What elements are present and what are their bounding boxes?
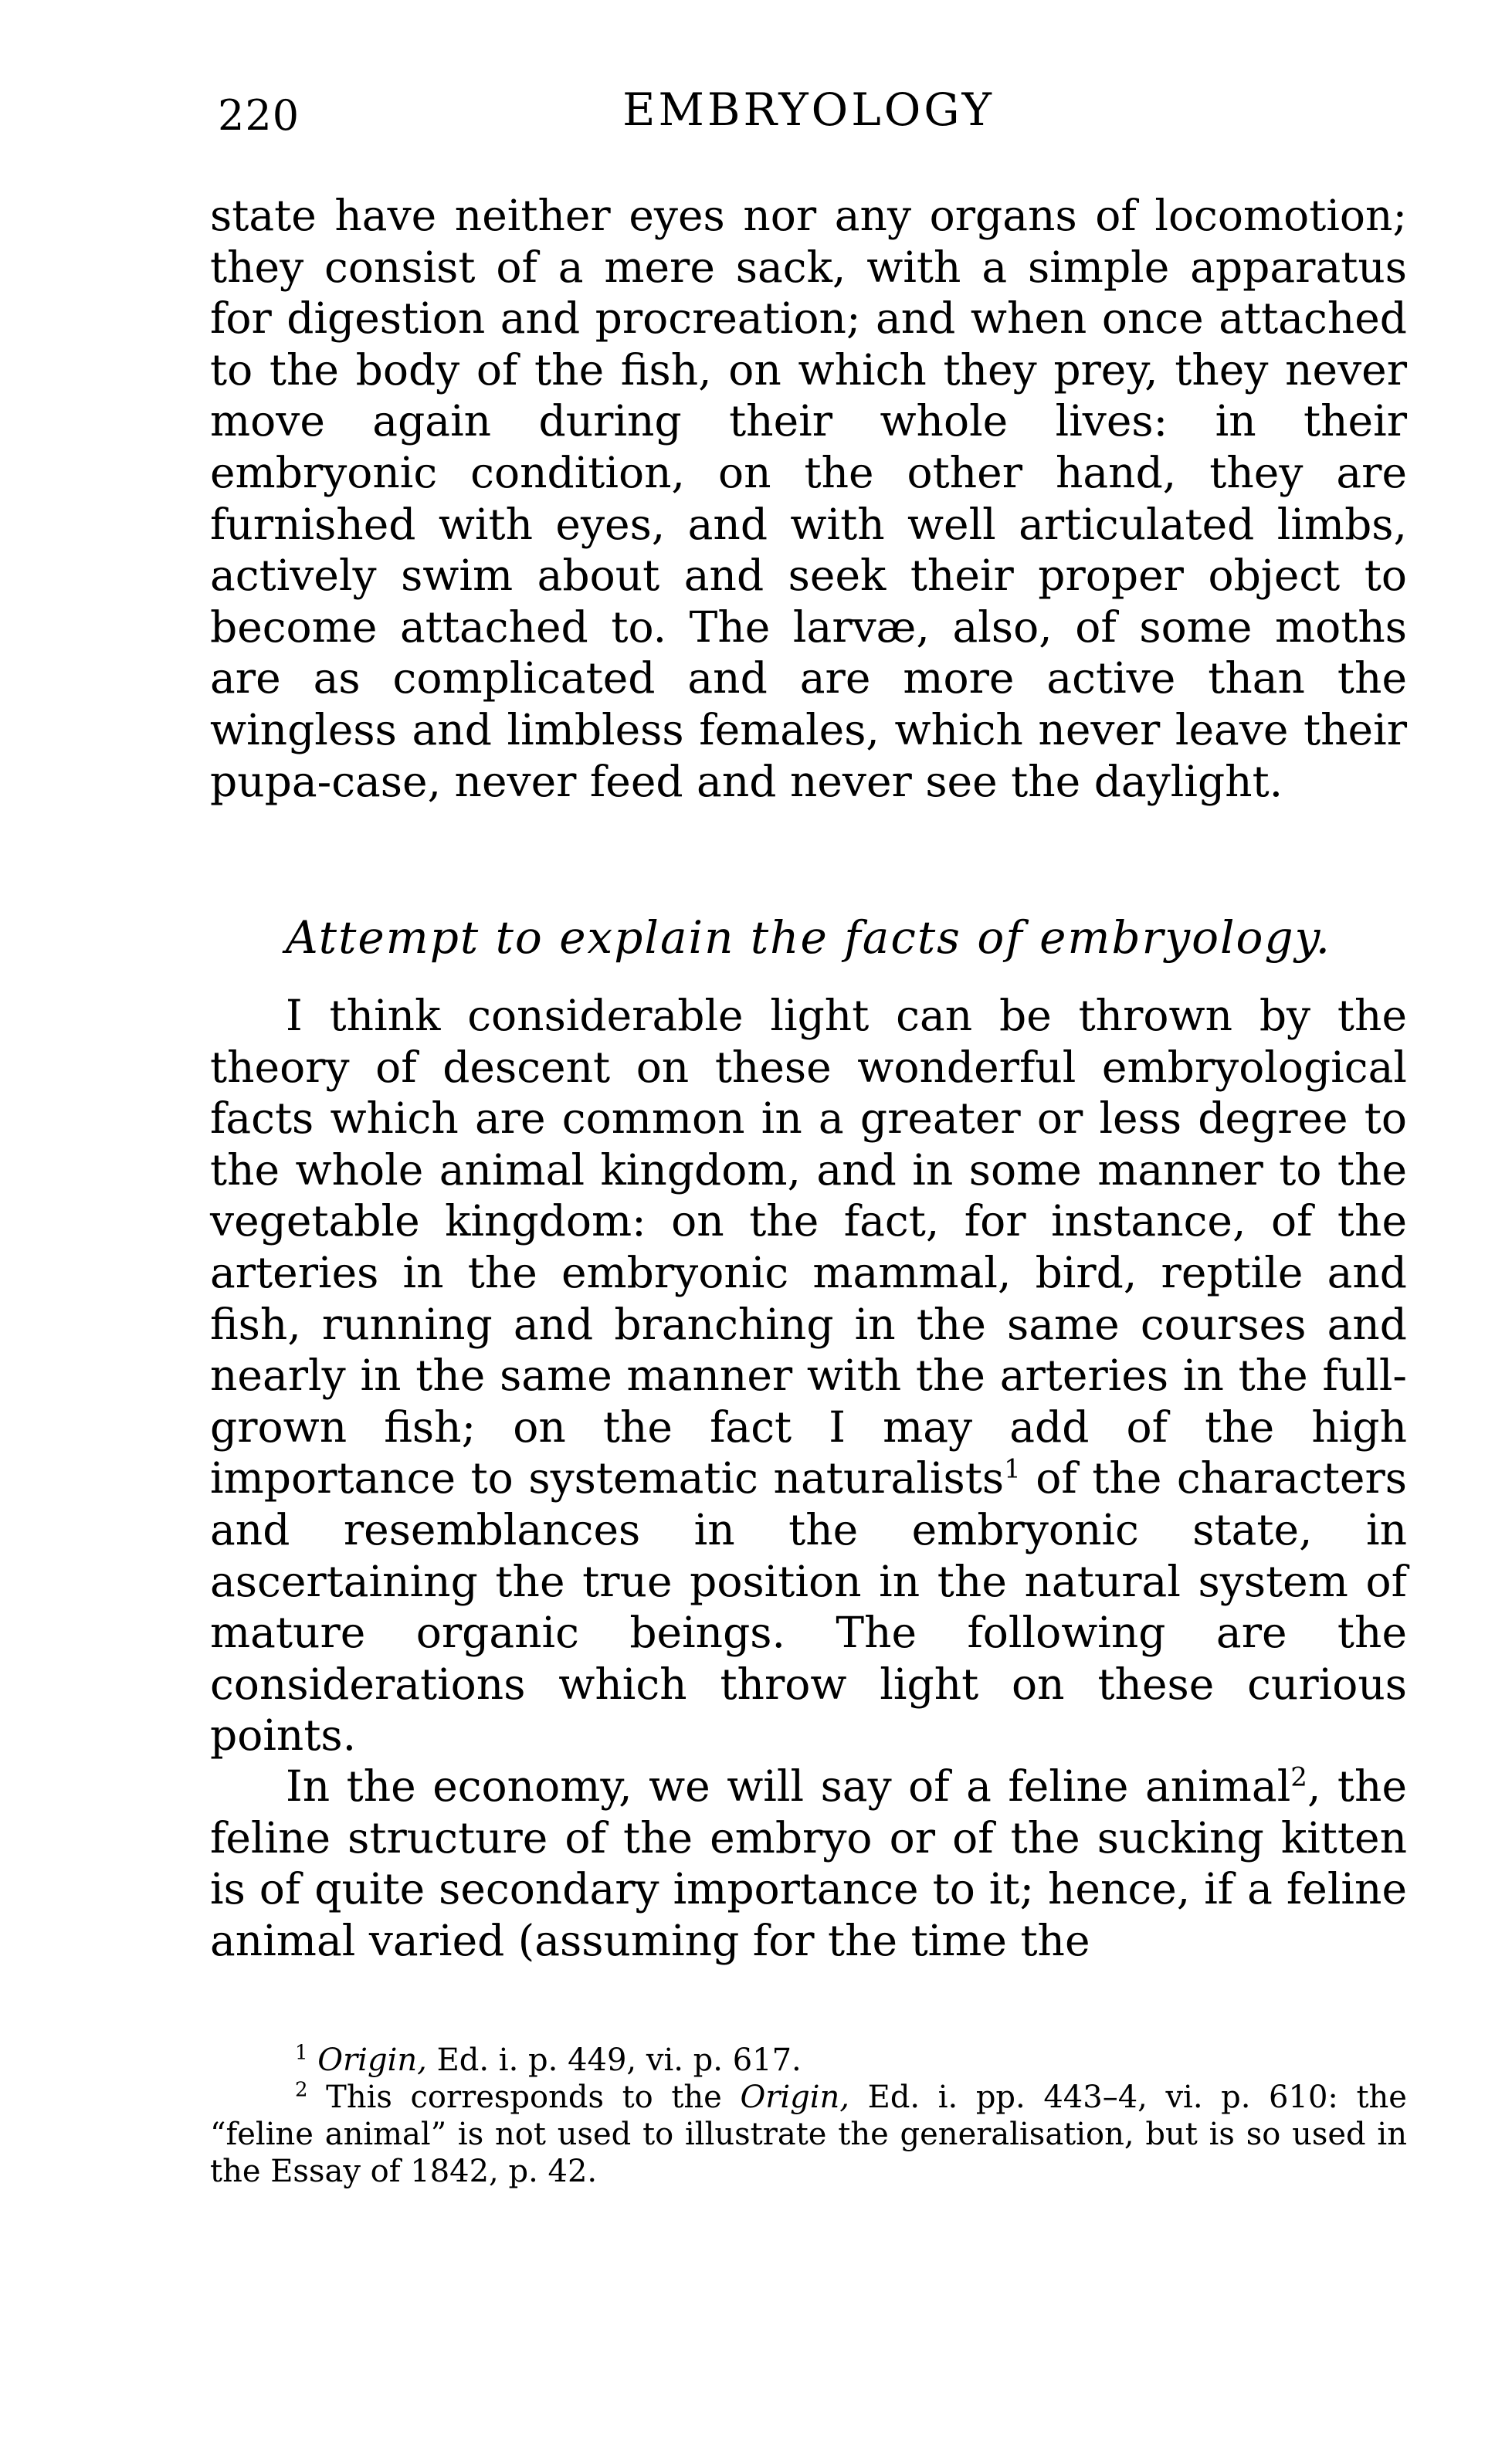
paragraph-theory-of-descent [210,990,1407,1761]
footnote-italic: Origin, [317,2043,427,2078]
footnote-text: Ed. i. p. 449, vi. p. 617. [426,2043,802,2078]
page-header [210,74,1407,140]
footnote-italic: Origin, [740,2080,850,2115]
section-heading: Attempt to explain the facts of embryology. [285,911,1332,964]
page-number: 220 [218,91,300,140]
running-title: EMBRYOLOGY [622,83,995,136]
paragraph-text: I think considerable light can be thrown by the theory of descent on these wonderful embryological facts which are common in a greater or less degree to the whole animal kingdom, and in some manner to the vegetable kingdom: on the fact, for instance, of the arteries in the embryonic mammal, bird, reptile and fish, running and branching in the same courses and nearly in the same manner with the arteries in the full-grown fish; on the fact I may add of the high importance to systematic naturalists [210,991,1407,1503]
footnote-reference[interactable]: 1 [1004,1454,1021,1486]
footnote-mark: 2 [295,2078,308,2102]
footnotes [210,2042,1407,2190]
paragraph-feline-animal [210,1761,1407,1966]
footnote-text: Ed. i. pp. 443–4, vi. p. 610: the “feline animal” is not used to illustrate the generalisation, but is so used in the Essay of 1842, p. 42. [210,2080,1407,2189]
paragraph-text: In the economy, we will say of a feline animal [286,1761,1291,1811]
footnote-reference[interactable]: 2 [1290,1761,1307,1793]
footnote-2 [210,2079,1407,2190]
footnote-mark: 1 [295,2041,308,2065]
footnote-1 [210,2042,1407,2079]
paragraph-text: , the feline structure of the embryo or of the sucking kitten is of quite secondary importance to it; hence, if a feline animal varied (assuming for the time the [210,1761,1407,1965]
footnote-text: This corresponds to the [307,2080,741,2115]
book-page [210,74,1407,2189]
paragraph-text: of the characters and resemblances in the embryonic state, in ascertaining the true position in the natural system of mature organic beings. The following are the considerations which throw light on these curious points. [210,1453,1407,1761]
paragraph-continuation: state have neither eyes nor any organs of locomotion; they consist of a mere sack, with a simple apparatus for digestion and procreation; and when once attached to the body of the fish, on which they prey, they never move again during their whole lives: in their embryonic condition, on the other hand, they are furnished with eyes, and with well articulated limbs, actively swim about and seek their proper object to become attached to. The larvæ, also, of some moths are as complicated and are more active than the wingless and limbless females, which never leave their pupa-case, never feed and never see the daylight. [210,191,1407,806]
